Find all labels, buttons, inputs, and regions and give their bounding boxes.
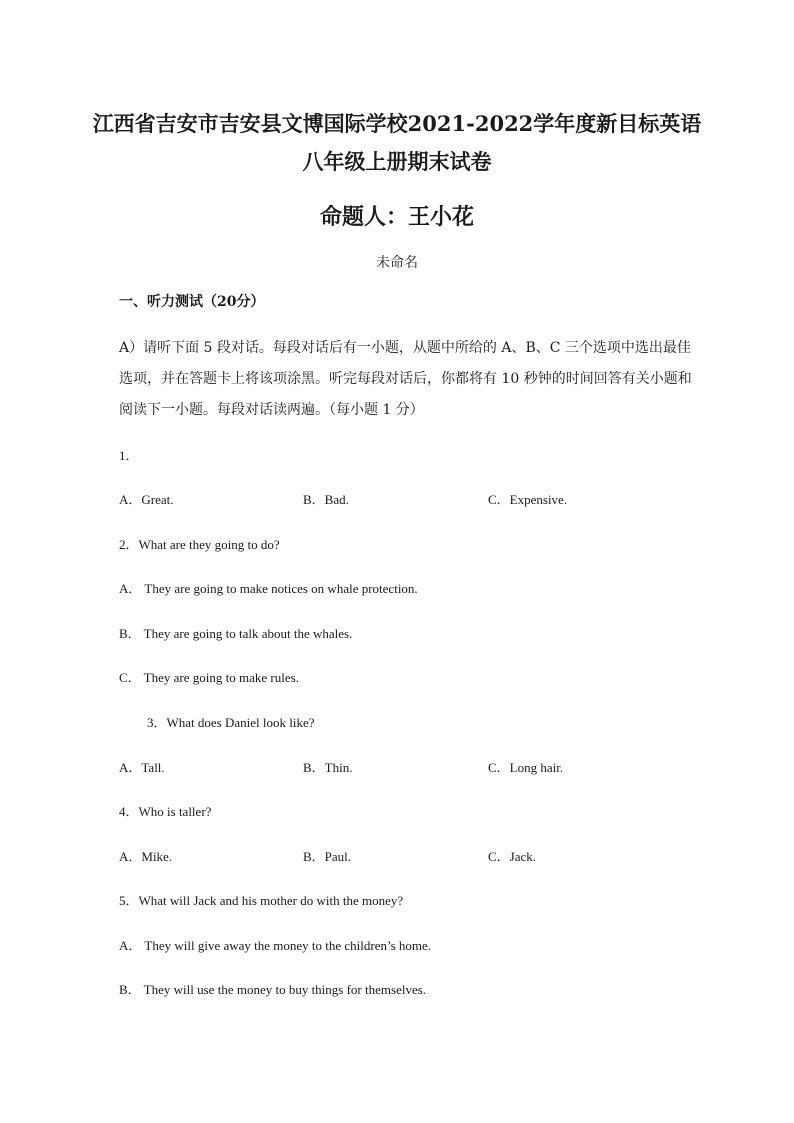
exam-author: 命题人：王小花 (319, 205, 474, 230)
option-b: B．Thin. (303, 760, 353, 775)
option-a: A．Great. (119, 492, 174, 507)
instruction-line: 阅读下一小题。每段对话读两遍。（每小题 1 分） (119, 402, 424, 418)
option-a: A．Mike. (119, 849, 173, 864)
option-a: A． They will give away the money to the children’s home. (119, 938, 432, 953)
question-stem: 5．What will Jack and his mother do with the money? (119, 893, 404, 908)
option-c: C．Jack. (488, 849, 537, 864)
section-heading-listening: 一、听力测试（20分） (119, 294, 265, 310)
option-b: B．Paul. (303, 849, 352, 864)
question-stem: 4．Who is taller? (119, 804, 212, 819)
question-stem: 1． (119, 448, 139, 463)
exam-subtitle: 未命名 (376, 255, 418, 271)
option-a: A．Tall. (119, 760, 165, 775)
option-a: A． They are going to make notices on whale protection. (119, 581, 418, 596)
question-stem: 3．What does Daniel look like? (147, 715, 315, 730)
option-c: C．Expensive. (488, 492, 568, 507)
instruction-line: 选项，并在答题卡上将该项涂黑。听完每段对话后，你都将有 10 秒钟的时间回答有关小题和 (119, 371, 692, 387)
option-b: B． They will use the money to buy things for themselves. (119, 982, 427, 997)
question-stem: 2．What are they going to do? (119, 537, 280, 552)
exam-title-line2: 八年级上册期末试卷 (302, 149, 492, 174)
exam-title-line1: 江西省吉安市吉安县文博国际学校2021-2022学年度新目标英语 (92, 111, 702, 136)
option-c: C．Long hair. (488, 760, 564, 775)
option-b: B．Bad. (303, 492, 349, 507)
option-b: B． They are going to talk about the whales. (119, 626, 353, 641)
option-c: C． They are going to make rules. (119, 670, 299, 685)
instruction-line: A）请听下面 5 段对话。每段对话后有一小题，从题中所给的 A、B、C 三个选项中选出最佳 (119, 340, 691, 356)
